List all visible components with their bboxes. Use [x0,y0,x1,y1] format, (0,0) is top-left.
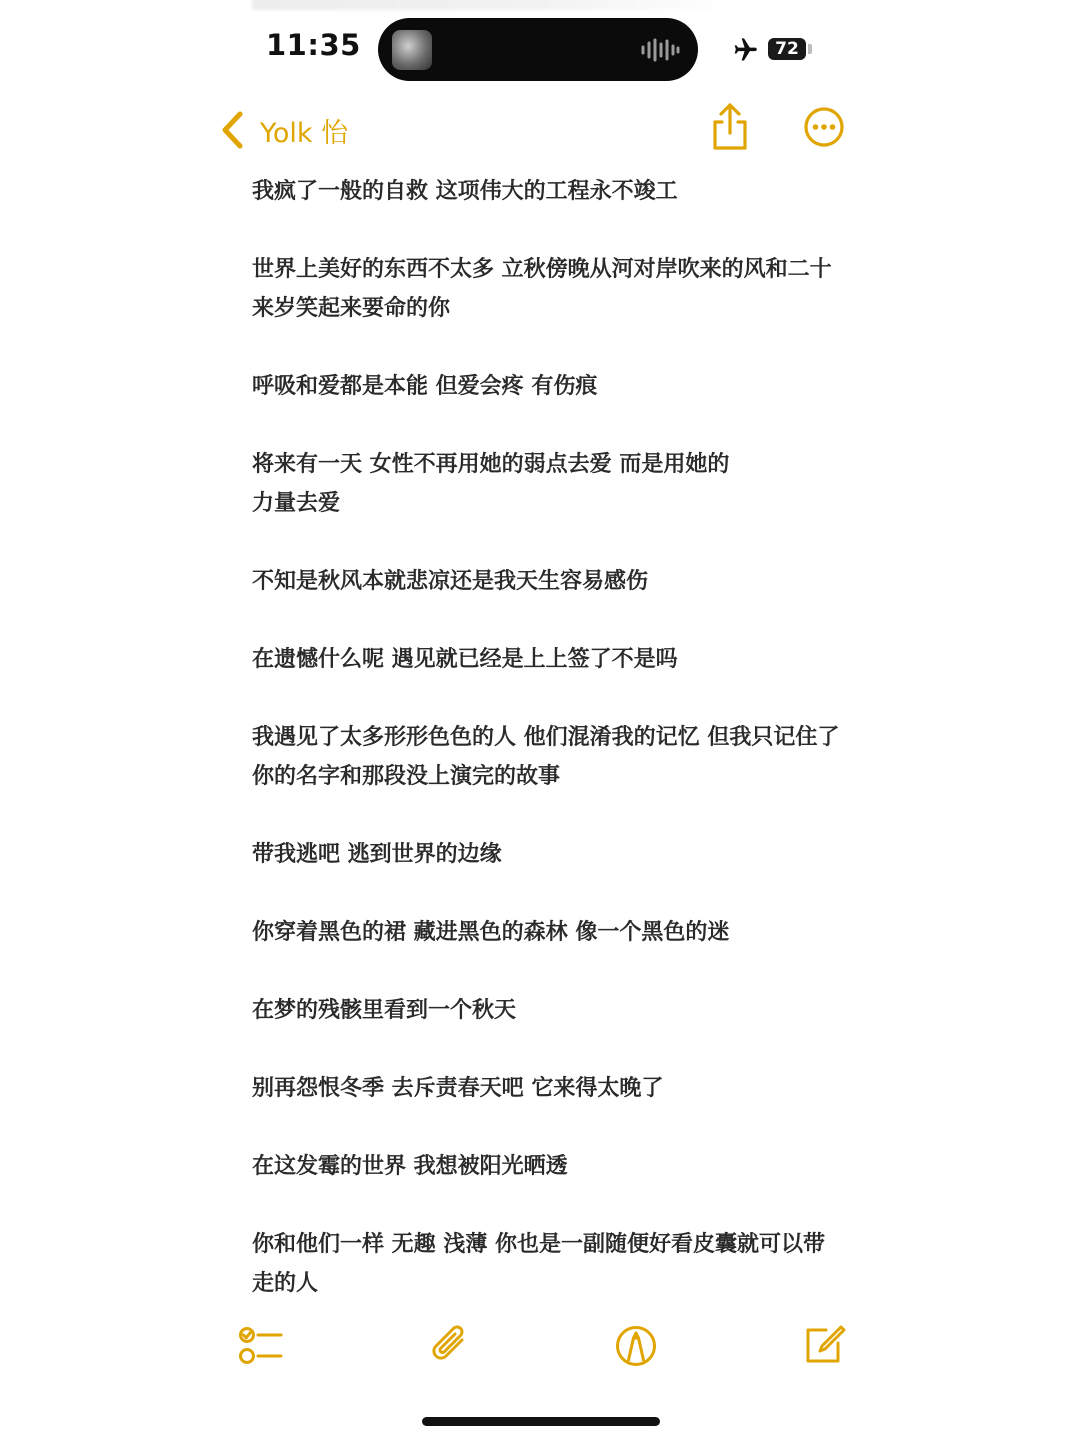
markup-icon[interactable] [614,1324,658,1368]
more-icon[interactable] [803,106,845,148]
note-paragraph: 别再怨恨冬季 去斥责春天吧 它来得太晚了 [252,1076,664,1101]
home-indicator[interactable] [422,1417,660,1426]
back-button[interactable] [220,108,348,152]
note-paragraph: 将来有一天 女性不再用她的弱点去爱 而是用她的 力量去爱 [252,452,730,516]
note-body[interactable] [252,172,842,1342]
compose-icon[interactable] [802,1323,846,1367]
note-paragraph: 我遇见了太多形形色色的人 他们混淆我的记忆 但我只记住了你的名字和那段没上演完的故事 [252,725,840,789]
airplane-icon [730,36,758,64]
note-paragraph: 呼吸和爱都是本能 但爱会疼 有伤痕 [252,374,598,399]
waveform-icon [640,38,680,62]
back-label: Yolk 怡 [260,117,349,149]
share-icon[interactable] [708,102,752,152]
battery-cap [808,44,812,54]
attachment-icon[interactable] [428,1322,474,1370]
note-paragraph: 世界上美好的东西不太多 立秋傍晚从河对岸吹来的风和二十来岁笑起来要命的你 [252,257,832,321]
now-playing-artwork [392,30,432,70]
status-time: 11:35 [266,28,361,62]
note-paragraph: 在遗憾什么呢 遇见就已经是上上签了不是吗 [252,647,678,672]
note-paragraph: 带我逃吧 逃到世界的边缘 [252,842,502,867]
scrolled-text-remnant [252,0,732,10]
checklist-icon[interactable] [238,1326,284,1366]
note-paragraph: 你和他们一样 无趣 浅薄 你也是一副随便好看皮囊就可以带走的人 [252,1232,825,1296]
battery-icon: 72 [768,38,806,60]
dynamic-island[interactable] [378,18,698,81]
note-paragraph: 在这发霉的世界 我想被阳光晒透 [252,1154,568,1179]
note-paragraph: 在梦的残骸里看到一个秋天 [252,998,517,1023]
note-paragraph: 我疯了一般的自救 这项伟大的工程永不竣工 [252,179,678,204]
note-paragraph: 你穿着黑色的裙 藏进黑色的森林 像一个黑色的迷 [252,920,730,945]
chevron-left-icon [220,110,244,150]
note-paragraph: 不知是秋风本就悲凉还是我天生容易感伤 [252,569,649,594]
